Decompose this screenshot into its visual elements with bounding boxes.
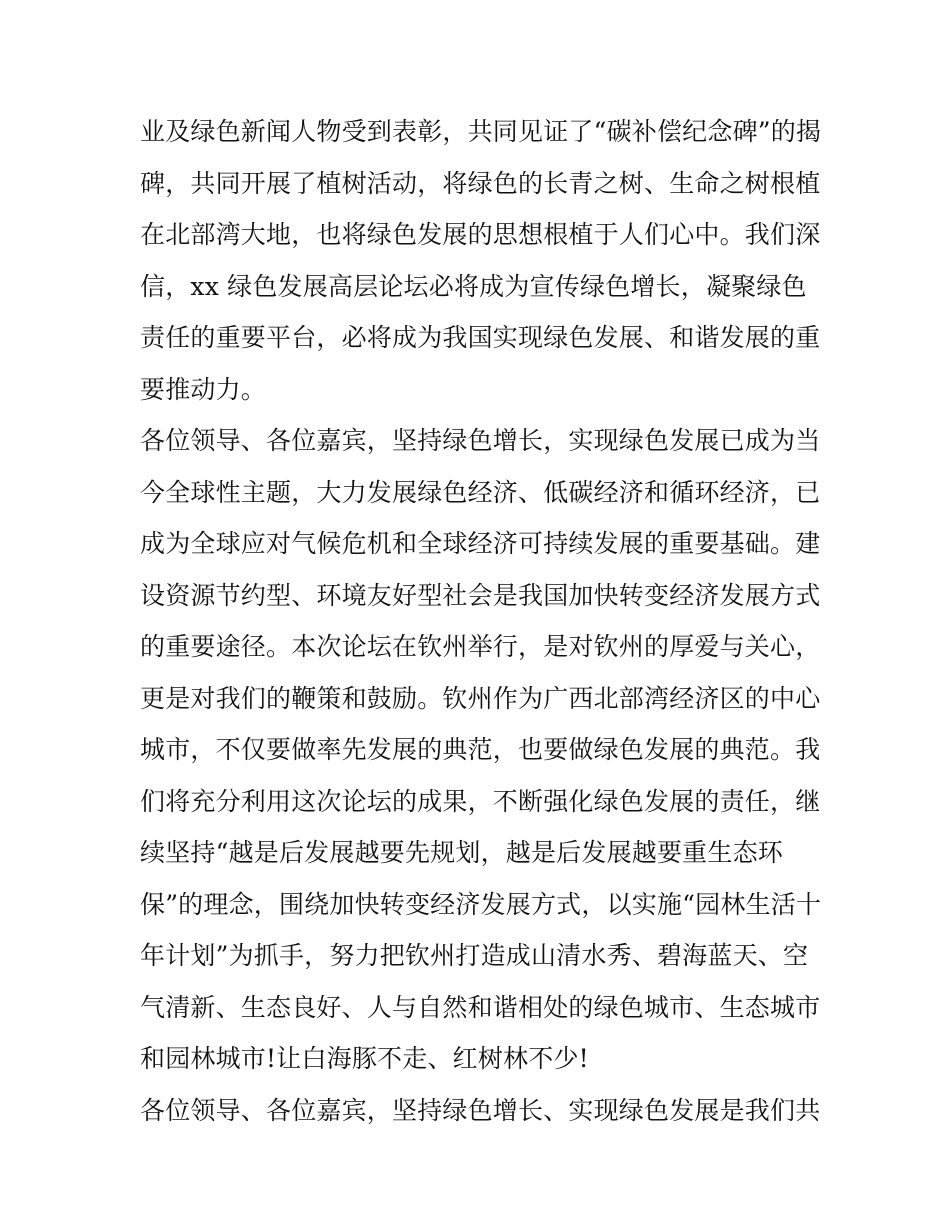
text-line: 今全球性主题，大力发展绿色经济、低碳经济和循环经济，已 [140, 477, 821, 507]
text-line: 城市，不仅要做率先发展的典范，也要做绿色发展的典范。我 [140, 735, 821, 764]
text-line: 要推动力。 [140, 374, 267, 404]
body-text [140, 106, 820, 1136]
text-line: 成为全球应对气候危机和全球经济可持续发展的重要基础。建 [140, 529, 821, 558]
text-line: 责任的重要平台，必将成为我国实现绿色发展、和谐发展的重 [140, 323, 821, 352]
text-line: 更是对我们的鞭策和鼓励。钦州作为广西北部湾经济区的中心 [140, 683, 821, 713]
text-line: 设资源节约型、环境友好型社会是我国加快转变经济发展方式 [140, 580, 821, 610]
text-line: 信，xx 绿色发展高层论坛必将成为宣传绿色增长，凝聚绿色 [140, 271, 807, 301]
text-line: 年计划”为抓手，努力把钦州打造成山清水秀、碧海蓝天、空 [140, 941, 809, 970]
text-line: 气清新、生态良好、人与自然和谐相处的绿色城市、生态城市 [140, 992, 821, 1022]
text-line: 们将充分利用这次论坛的成果，不断强化绿色发展的责任，继 [140, 786, 821, 816]
text-line: 碑，共同开展了植树活动，将绿色的长青之树、生命之树根植 [140, 168, 821, 198]
text-line: 续坚持“越是后发展越要先规划，越是后发展越要重生态环 [140, 838, 783, 867]
text-line: 业及绿色新闻人物受到表彰，共同见证了“碳补偿纪念碑”的揭 [140, 117, 822, 146]
text-line: 的重要途径。本次论坛在钦州举行，是对钦州的厚爱与关心， [140, 632, 821, 661]
text-line: 各位领导、各位嘉宾，坚持绿色增长、实现绿色发展是我们共 [140, 1095, 821, 1125]
text-line: 各位领导、各位嘉宾，坚持绿色增长，实现绿色发展已成为当 [140, 426, 821, 455]
text-line: 和园林城市!让白海豚不走、红树林不少! [140, 1044, 589, 1073]
text-line: 保”的理念，围绕加快转变经济发展方式，以实施“园林生活十 [140, 889, 822, 919]
text-line: 在北部湾大地，也将绿色发展的思想根植于人们心中。我们深 [140, 220, 821, 249]
